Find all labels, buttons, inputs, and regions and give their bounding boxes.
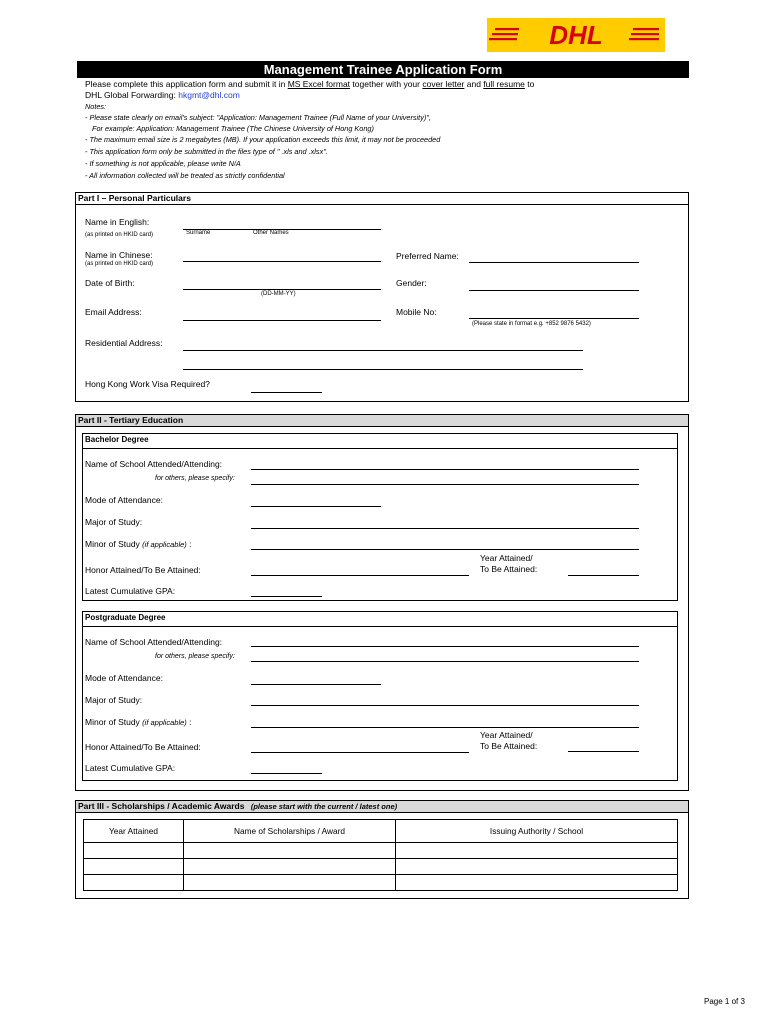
surname-caption: Surname xyxy=(186,230,211,236)
bachelor-year-label-1: Year Attained/ xyxy=(480,553,533,563)
dob-format: (DD-MM-YY) xyxy=(261,291,296,297)
postgrad-major-label: Major of Study: xyxy=(85,695,143,705)
awards-table xyxy=(83,819,678,891)
bachelor-minor-label: Minor of Study (if applicable) : xyxy=(85,539,192,549)
intro-cover-letter: cover letter xyxy=(422,79,465,89)
column-header: Issuing Authority / School xyxy=(396,820,678,843)
bachelor-mode-label: Mode of Attendance: xyxy=(85,495,163,505)
postgrad-others-field[interactable] xyxy=(251,661,639,662)
table-row xyxy=(84,843,678,859)
postgrad-minor-field[interactable] xyxy=(251,727,639,728)
note-item: - If something is not applicable, please write N/A xyxy=(85,159,241,168)
address-field-1[interactable] xyxy=(183,350,583,351)
postgrad-gpa-field[interactable] xyxy=(251,773,322,774)
email-field[interactable] xyxy=(183,320,381,321)
name-chinese-field[interactable] xyxy=(183,261,381,262)
address-field-2[interactable] xyxy=(183,369,583,370)
gender-label: Gender: xyxy=(396,278,427,288)
gender-field[interactable] xyxy=(469,290,639,291)
part1-header: Part I – Personal Particulars xyxy=(75,192,689,205)
bachelor-honor-label: Honor Attained/To Be Attained: xyxy=(85,565,201,575)
intro-full-resume: full resume xyxy=(483,79,525,89)
dhl-logo-text: DHL xyxy=(549,20,603,50)
bachelor-honor-field[interactable] xyxy=(251,575,469,576)
visa-field[interactable] xyxy=(251,392,322,393)
email-link[interactable]: hkgmt@dhl.com xyxy=(178,90,240,100)
intro-text-4: to xyxy=(524,79,535,89)
postgrad-others-label: for others, please specify: xyxy=(155,653,235,660)
note-item: - The maximum email size is 2 megabytes (MB). If your application exceeds this limit, it may not be proceeded xyxy=(85,135,441,144)
bachelor-school-label: Name of School Attended/Attending: xyxy=(85,459,223,469)
mobile-field[interactable] xyxy=(469,318,639,319)
table-row xyxy=(84,859,678,875)
bachelor-gpa-field[interactable] xyxy=(251,596,322,597)
dhl-logo-graphic xyxy=(487,18,665,52)
preferred-name-field[interactable] xyxy=(469,262,639,263)
table-cell[interactable] xyxy=(184,843,396,859)
postgrad-major-field[interactable] xyxy=(251,705,639,706)
intro-line-2 xyxy=(85,90,240,100)
hkid-note: (as printed on HKID card) xyxy=(85,261,154,267)
page-number: Page 1 of 3 xyxy=(704,997,745,1006)
visa-label: Hong Kong Work Visa Required? xyxy=(85,379,210,389)
table-cell[interactable] xyxy=(396,875,678,891)
column-header: Name of Scholarships / Award xyxy=(184,820,396,843)
intro-text-3: and xyxy=(464,79,484,89)
postgrad-divider xyxy=(82,626,678,627)
name-english-label: Name in English: xyxy=(85,217,150,227)
postgrad-school-field[interactable] xyxy=(251,646,639,647)
table-cell[interactable] xyxy=(184,859,396,875)
column-header: Year Attained xyxy=(84,820,184,843)
intro-text-2: together with your xyxy=(350,79,423,89)
intro-text: Please complete this application form and submit it in xyxy=(85,79,288,89)
table-cell[interactable] xyxy=(84,859,184,875)
note-item: For example: Application: Management Trainee (The Chinese University of Hong Kong) xyxy=(92,124,374,133)
note-item: - All information collected will be treated as strictly confidential xyxy=(85,171,285,180)
table-cell[interactable] xyxy=(396,843,678,859)
postgrad-year-field[interactable] xyxy=(568,751,639,752)
form-title-bar xyxy=(77,61,689,78)
bachelor-year-label-2: To Be Attained: xyxy=(480,564,538,574)
postgrad-title: Postgraduate Degree xyxy=(85,613,166,622)
bachelor-gpa-label: Latest Cumulative GPA: xyxy=(85,586,176,596)
postgrad-school-label: Name of School Attended/Attending: xyxy=(85,637,223,647)
dob-label: Date of Birth: xyxy=(85,278,135,288)
table-cell[interactable] xyxy=(396,859,678,875)
intro-line-1 xyxy=(85,79,534,89)
bachelor-title: Bachelor Degree xyxy=(85,435,149,444)
mobile-format: (Please state in format e.g. +852 9876 5432) xyxy=(472,321,591,327)
table-cell[interactable] xyxy=(84,843,184,859)
part1-section xyxy=(75,192,689,402)
intro-text-5: DHL Global Forwarding: xyxy=(85,90,179,100)
hkid-note: (as printed on HKID card) xyxy=(85,232,154,238)
bachelor-major-field[interactable] xyxy=(251,528,639,529)
mobile-label: Mobile No: xyxy=(396,307,437,317)
note-item: - Please state clearly on email's subject: "Application: Management Trainee (Full Name of your University)", xyxy=(85,113,431,122)
name-chinese-label: Name in Chinese: xyxy=(85,250,153,260)
bachelor-major-label: Major of Study: xyxy=(85,517,143,527)
postgrad-mode-label: Mode of Attendance: xyxy=(85,673,163,683)
bachelor-mode-field[interactable] xyxy=(251,506,381,507)
table-header-row xyxy=(84,820,678,843)
bachelor-minor-field[interactable] xyxy=(251,549,639,550)
bachelor-school-field[interactable] xyxy=(251,469,639,470)
postgrad-year-label-2: To Be Attained: xyxy=(480,741,538,751)
postgrad-year-label-1: Year Attained/ xyxy=(480,730,533,740)
dob-field[interactable] xyxy=(183,289,381,290)
bachelor-year-field[interactable] xyxy=(568,575,639,576)
table-row xyxy=(84,875,678,891)
other-names-caption: Other Names xyxy=(253,230,289,236)
dhl-logo xyxy=(487,18,665,52)
table-cell[interactable] xyxy=(84,875,184,891)
notes-heading: Notes: xyxy=(85,102,107,111)
postgrad-honor-field[interactable] xyxy=(251,752,469,753)
form-title: Management Trainee Application Form xyxy=(263,62,503,77)
part3-header xyxy=(75,800,689,813)
bachelor-divider xyxy=(82,448,678,449)
part3-title: Part III - Scholarships / Academic Awards xyxy=(78,801,245,811)
bachelor-others-field[interactable] xyxy=(251,484,639,485)
postgrad-honor-label: Honor Attained/To Be Attained: xyxy=(85,742,201,752)
preferred-name-label: Preferred Name: xyxy=(396,251,459,261)
intro-excel-format: MS Excel format xyxy=(287,79,351,89)
part3-note: (please start with the current / latest one) xyxy=(250,802,398,811)
postgrad-mode-field[interactable] xyxy=(251,684,381,685)
table-cell[interactable] xyxy=(184,875,396,891)
email-label: Email Address: xyxy=(85,307,142,317)
postgrad-minor-label: Minor of Study (if applicable) : xyxy=(85,717,192,727)
part2-header: Part II - Tertiary Education xyxy=(75,414,689,427)
bachelor-others-label: for others, please specify: xyxy=(155,475,235,482)
note-item: - This application form only be submitted in the files type of " .xls and .xlsx". xyxy=(85,147,328,156)
address-label: Residential Address: xyxy=(85,338,163,348)
postgrad-gpa-label: Latest Cumulative GPA: xyxy=(85,763,176,773)
